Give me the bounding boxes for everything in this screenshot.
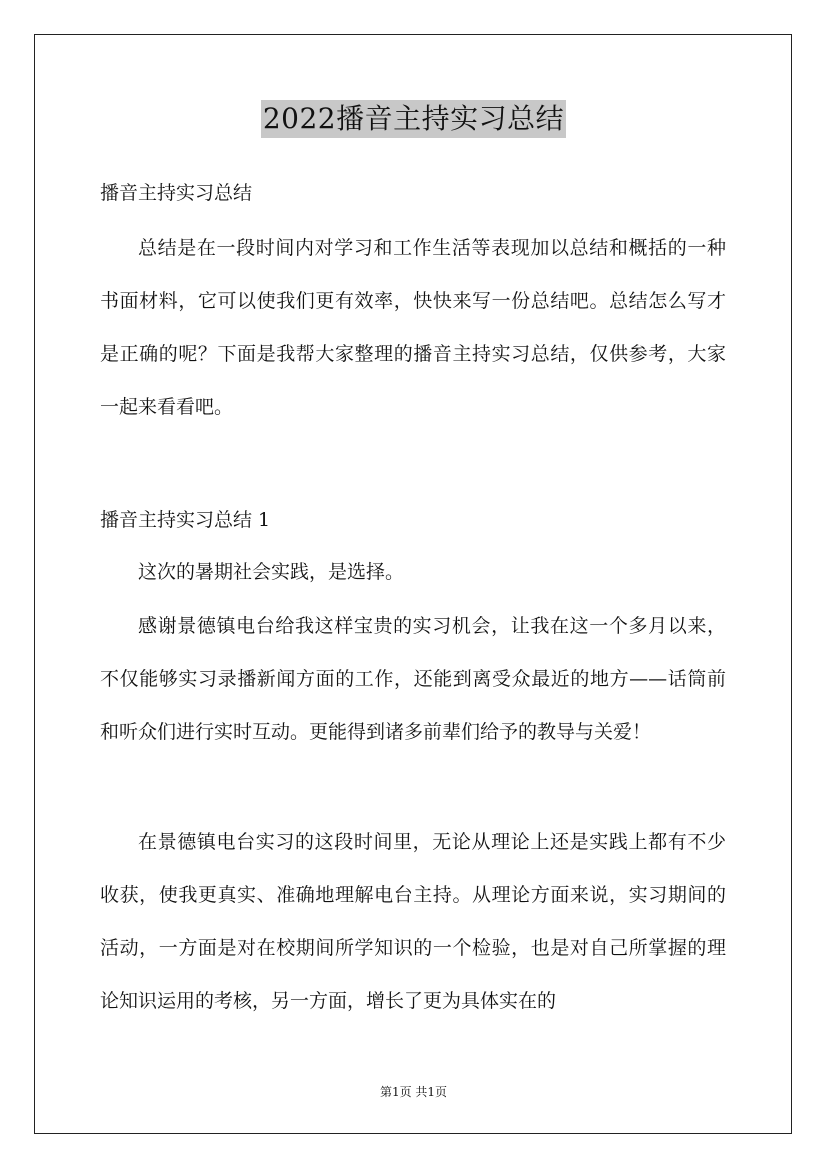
subtitle: 播音主持实习总结 [100,182,253,204]
title-container [0,100,827,138]
page-footer: 第1页 共1页 [379,1085,448,1099]
document-title: 2022播音主持实习总结 [261,100,566,138]
section-heading: 播音主持实习总结 1 [100,509,271,531]
intro-paragraph: 总结是在一段时间内对学习和工作生活等表现加以总结和概括的一种书面材料，它可以使我们更有效率，快快来写一份总结吧。总结怎么写才是正确的呢？下面是我帮大家整理的播音主持实习总结，仅供参考，大家一起来看看吧。 [100,237,726,418]
paragraph-2: 感谢景德镇电台给我这样宝贵的实习机会，让我在这一个多月以来，不仅能够实习录播新闻方面的工作，还能到离受众最近的地方——话筒前和听众们进行实时互动。更能得到诸多前辈们给予的教导与关爱！ [100,615,726,743]
paragraph-1: 这次的暑期社会实践，是选择。 [138,561,405,583]
paragraph-3: 在景德镇电台实习的这段时间里，无论从理论上还是实践上都有不少收获，使我更真实、准确地理解电台主持。从理论方面来说，实习期间的活动，一方面是对在校期间所学知识的一个检验，也是对自己所掌握的理论知识运用的考核，另一方面，增长了更为具体实在的 [100,831,726,1012]
